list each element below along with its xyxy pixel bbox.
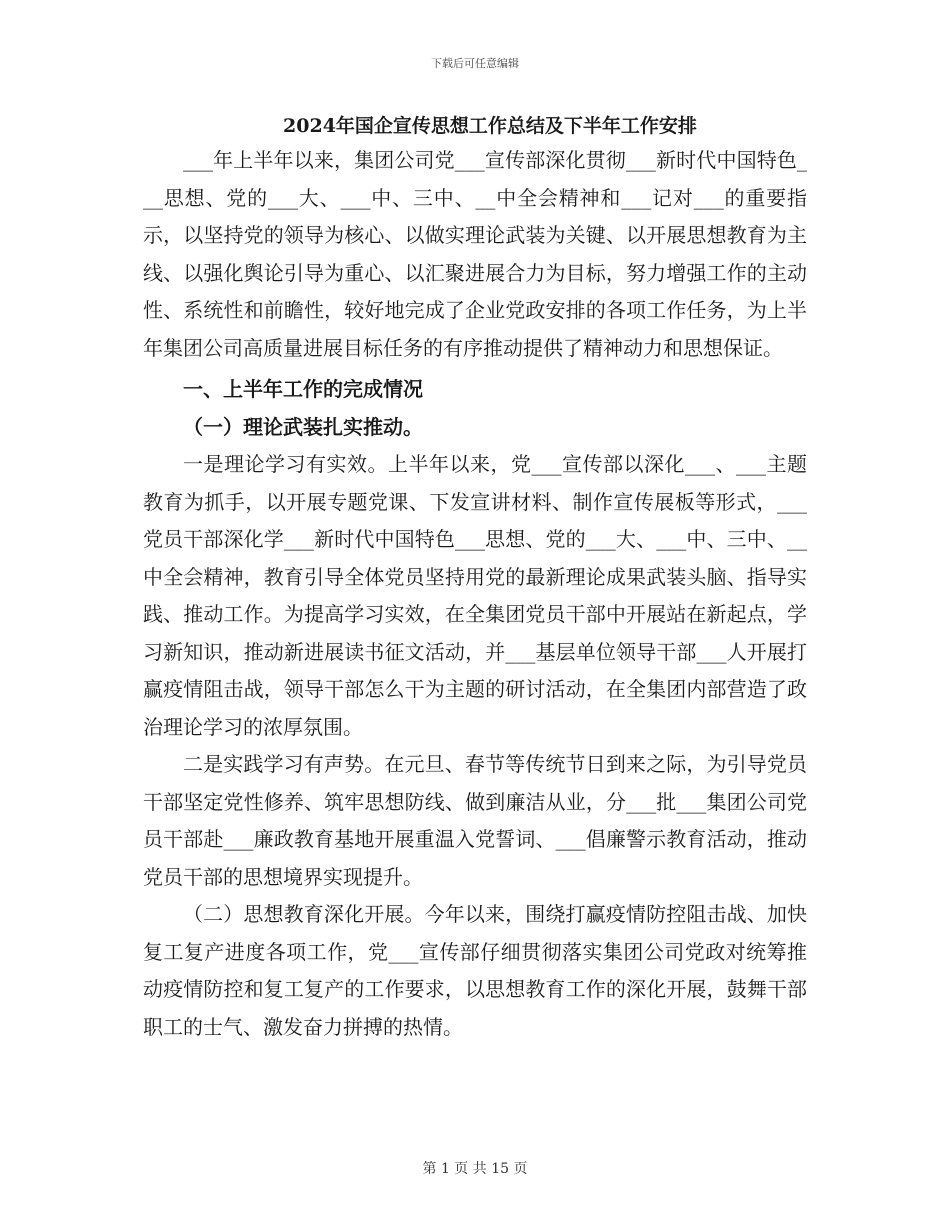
page-header: 下载后可任意编辑 [431,57,519,70]
page-number-footer: 第 1 页 共 15 页 [422,1161,528,1177]
subsection-heading-1: （一）理论武装扎实推动。 [183,414,423,439]
body-paragraph-2: 二是实践学习有声势。在元旦、春节等传统节日到来之际，为引导党员干部坚定党性修养、筑牢思想防线、做到廉洁从业，分___批___集团公司党员干部赴___廉政教育基地开展重温入党誓词、___倡廉警示教育活动，推动党员干部的思想境界实现提升。 [143,752,807,889]
body-paragraph-1: 一是理论学习有实效。上半年以来，党___宣传部以深化___、___主题教育为抓手，以开展专题党课、下发宣讲材料、制作宣传展板等形式，___党员干部深化学___新时代中国特色___思想、党的___大、___中、三中、__中全会精神，教育引导全体党员坚持用党的最新理论成果武装头脑、指导实践、推动工作。为提高学习实效，在全集团党员干部中开展站在新起点，学习新知识，推动新进展读书征文活动，并___基层单位领导干部___人开展打赢疫情阻击战，领导干部怎么干为主题的研讨活动，在全集团内部营造了政治理论学习的浓厚氛围。 [143,452,807,739]
body-paragraph-3: （二）思想教育深化开展。今年以来，围绕打赢疫情防控阻击战、加快复工复产进度各项工作，党___宣传部仔细贯彻落实集团公司党政对统筹推动疫情防控和复工复产的工作要求，以思想教育工作的深化开展，鼓舞干部职工的士气、激发奋力拼搏的热情。 [143,902,807,1039]
document-body [143,112,807,1046]
section-heading-1: 一、上半年工作的完成情况 [183,377,423,401]
intro-paragraph: ___年上半年以来，集团公司党___宣传部深化贯彻___新时代中国特色___思想、党的___大、___中、三中、__中全会精神和___记对___的重要指示，以坚持党的领导为核心、以做实理论武装为关键、以开展思想教育为主线、以强化舆论引导为重心、以汇聚进展合力为目标，努力增强工作的主动性、系统性和前瞻性，较好地完成了企业党政安排的各项工作任务，为上半年集团公司高质量进展目标任务的有序推动提供了精神动力和思想保证。 [143,148,807,360]
document-title: 2024年国企宣传思想工作总结及下半年工作安排 [283,115,697,137]
